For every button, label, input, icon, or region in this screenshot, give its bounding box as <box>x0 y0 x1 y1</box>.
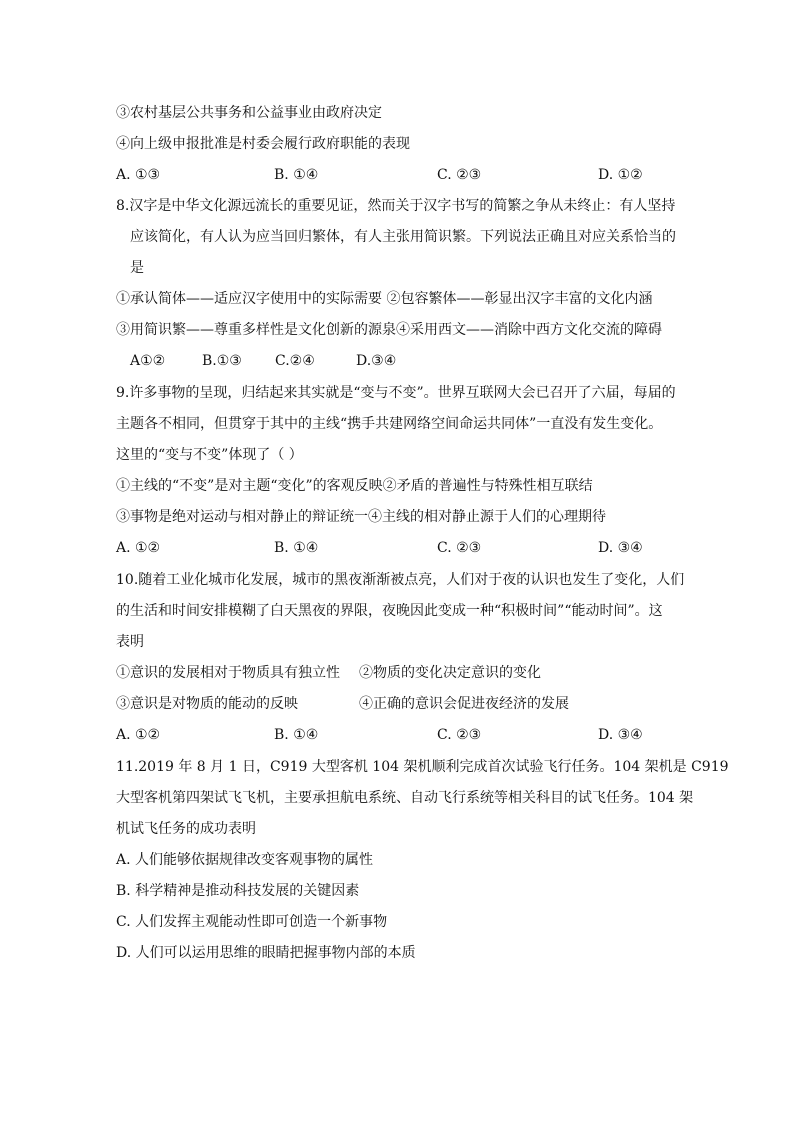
q10-stem-line-3: 表明 <box>116 634 144 650</box>
q8-option-a: A①② <box>130 353 166 369</box>
q7-option-b: B. ①④ <box>274 167 319 183</box>
q9-statements-1-2: ①主线的“不变”是对主题“变化”的客观反映②矛盾的普遍性与特殊性相互联结 <box>116 478 593 494</box>
q11-option-d: D. 人们可以运用思维的眼睛把握事物内部的本质 <box>116 945 416 961</box>
q8-stem-line-3: 是 <box>130 260 144 276</box>
q11-option-a: A. 人们能够依据规律改变客观事物的属性 <box>116 852 374 868</box>
q10-statement-3: ③意识是对物质的能动的反映 <box>116 696 298 712</box>
q9-option-b: B. ①④ <box>274 540 319 556</box>
q8-statements-1-2: ①承认简体——适应汉字使用中的实际需要 ②包容繁体——彰显出汉字丰富的文化内涵 <box>116 291 653 307</box>
q10-option-d: D. ③④ <box>598 727 643 743</box>
q8-stem-line-1: 8.汉字是中华文化源远流长的重要见证，然而关于汉字书写的简繁之争从未终止：有人坚持 <box>116 198 676 214</box>
q8-option-b: B.①③ <box>202 353 242 369</box>
q11-stem-line-2: 大型客机第四架试飞飞机，主要承担航电系统、自动飞行系统等相关科目的试飞任务。104 架 <box>116 790 694 806</box>
q7-option-d: D. ①② <box>598 167 643 183</box>
q8-option-d: D.③④ <box>356 353 397 369</box>
q8-statements-3-4: ③用简识繁——尊重多样性是文化创新的源泉④采用西文——消除中西方文化交流的障碍 <box>116 322 662 338</box>
q9-stem-line-3: 这里的“变与不变”体现了（ ） <box>116 447 303 463</box>
q10-stem-line-2: 的生活和时间安排模糊了白天黑夜的界限，夜晚因此变成一种“积极时间”“能动时间”。这 <box>116 603 663 619</box>
q9-stem-line-2: 主题各不相同，但贯穿于其中的主线“携手共建网络空间命运共同体”一直没有发生变化。 <box>116 416 663 432</box>
q8-option-c: C.②④ <box>275 353 315 369</box>
q10-option-c: C. ②③ <box>437 727 482 743</box>
q7-statement-3: ③农村基层公共事务和公益事业由政府决定 <box>116 105 382 121</box>
q10-statement-1: ①意识的发展相对于物质具有独立性 <box>116 665 340 681</box>
q7-statement-4: ④向上级申报批准是村委会履行政府职能的表现 <box>116 136 410 152</box>
q10-option-a: A. ①② <box>116 727 161 743</box>
q9-option-c: C. ②③ <box>437 540 482 556</box>
q7-option-c: C. ②③ <box>437 167 482 183</box>
q10-stem-line-1: 10.随着工业化城市化发展，城市的黑夜渐渐被点亮，人们对于夜的认识也发生了变化，人们 <box>116 572 685 588</box>
q9-stem-line-1: 9.许多事物的呈现，归结起来其实就是“变与不变”。世界互联网大会已召开了六届，每届的 <box>116 385 676 401</box>
q7-option-a: A. ①③ <box>116 167 161 183</box>
q10-statement-4: ④正确的意识会促进夜经济的发展 <box>359 696 569 712</box>
q11-stem-line-1: 11.2019 年 8 月 1 日，C919 大型客机 104 架机顺利完成首次试验飞行任务。104 架机是 C919 <box>116 759 729 775</box>
q10-statement-2: ②物质的变化决定意识的变化 <box>359 665 541 681</box>
q9-option-d: D. ③④ <box>598 540 643 556</box>
q11-option-b: B. 科学精神是推动科技发展的关键因素 <box>116 883 360 899</box>
q11-stem-line-3: 机试飞任务的成功表明 <box>116 821 256 837</box>
q8-stem-line-2: 应该简化，有人认为应当回归繁体，有人主张用简识繁。下列说法正确且对应关系恰当的 <box>130 229 676 245</box>
q9-option-a: A. ①② <box>116 540 161 556</box>
q11-option-c: C. 人们发挥主观能动性即可创造一个新事物 <box>116 914 388 930</box>
q9-statements-3-4: ③事物是绝对运动与相对静止的辩证统一④主线的相对静止源于人们的心理期待 <box>116 509 606 525</box>
q10-option-b: B. ①④ <box>274 727 319 743</box>
